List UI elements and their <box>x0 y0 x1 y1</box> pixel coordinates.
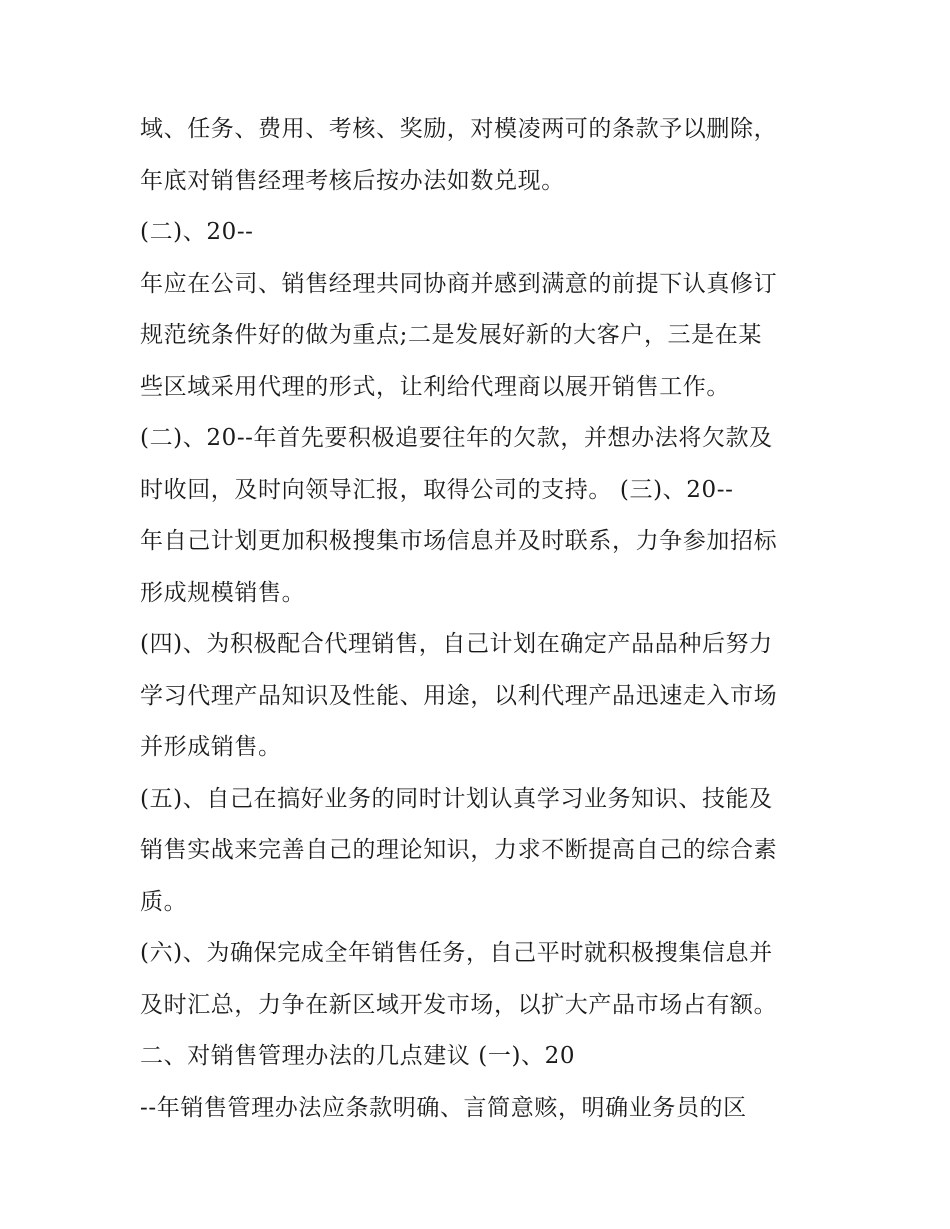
text-line: 二、对销售管理办法的几点建议 (一)、20 <box>140 1043 576 1069</box>
text-line: (五)、自己在搞好业务的同时计划认真学习业务知识、技能及 <box>140 785 773 812</box>
text-line: 年底对销售经理考核后按办法如数兑现。 <box>140 167 565 194</box>
text-line: 时收回，及时向领导汇报，取得公司的支持。 (三)、20-- <box>140 476 734 503</box>
text-line: 年自己计划更加积极搜集市场信息并及时联系，力争参加招标 <box>140 528 778 554</box>
text-line: (二)、20-- <box>140 219 254 245</box>
text-line: 形成规模销售。 <box>140 579 306 606</box>
text-line: 并形成销售。 <box>140 734 282 760</box>
text-line: 及时汇总，力争在新区域开发市场，以扩大产品市场占有额。 <box>140 991 778 1018</box>
text-line: (二)、20--年首先要积极追要往年的欠款，并想办法将欠款及 <box>140 425 773 451</box>
text-line: 质。 <box>140 888 188 915</box>
text-line: --年销售管理办法应条款明确、言简意赅，明确业务员的区 <box>140 1094 747 1121</box>
text-line: 域、任务、费用、考核、奖励，对模凌两可的条款予以删除， <box>140 116 778 142</box>
document-body <box>140 104 840 1134</box>
text-line: 销售实战来完善自己的理论知识，力求不断提高自己的综合素 <box>140 837 778 863</box>
text-line: 规范统条件好的做为重点;二是发展好新的大客户，三是在某 <box>140 322 762 348</box>
text-line: (四)、为积极配合代理销售，自己计划在确定产品品种后努力 <box>140 631 773 657</box>
text-line: 些区域采用代理的形式，让利给代理商以展开销售工作。 <box>140 373 730 400</box>
text-line: (六)、为确保完成全年销售任务，自己平时就积极搜集信息并 <box>140 940 773 966</box>
text-line: 年应在公司、销售经理共同协商并感到满意的前提下认真修订 <box>140 270 778 297</box>
text-line: 学习代理产品知识及性能、用途，以利代理产品迅速走入市场 <box>140 682 778 709</box>
